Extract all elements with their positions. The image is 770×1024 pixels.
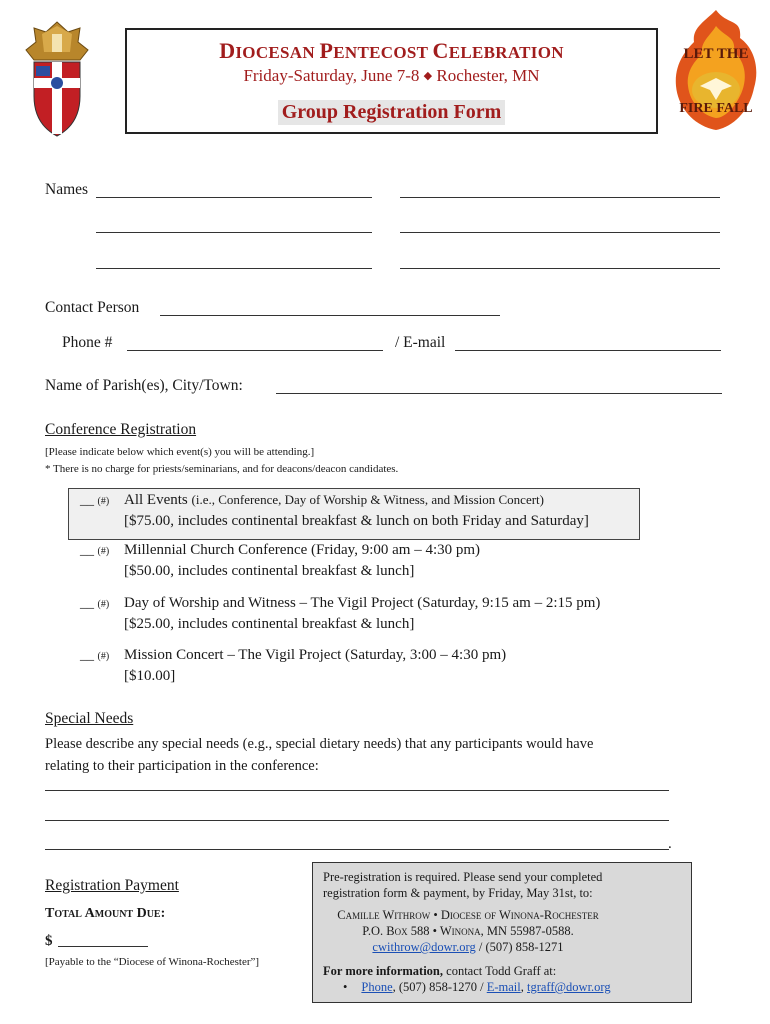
let-the-fire-fall-logo bbox=[670, 8, 762, 133]
special-needs-line-2[interactable] bbox=[45, 820, 669, 821]
form-title: Group Registration Form bbox=[278, 100, 506, 125]
info-contact-1: cwithrow@dowr.org / (507) 858-1271 bbox=[372, 940, 564, 954]
total-amount-due-label: Total Amount Due: bbox=[45, 906, 166, 921]
event-4-checkbox[interactable]: __ (#) bbox=[80, 648, 110, 663]
payable-note: [Payable to the “Diocese of Winona-Rochester”] bbox=[45, 956, 260, 968]
event-4-title: Mission Concert – The Vigil Project (Saturday, 3:00 – 4:30 pm) bbox=[124, 647, 507, 663]
event-subtitle: Friday-Saturday, June 7-8 ◆ Rochester, MN bbox=[243, 66, 540, 85]
special-needs-line-3[interactable] bbox=[45, 849, 669, 850]
names-label: Names bbox=[45, 181, 89, 198]
info-address-1: Camille Withrow • Diocese of Winona-Rochester bbox=[337, 908, 599, 922]
event-2-checkbox[interactable]: __ (#) bbox=[80, 543, 110, 558]
special-needs-text-2: relating to their participation in the conference: bbox=[45, 758, 319, 774]
parish-field[interactable] bbox=[276, 393, 722, 394]
event-3-title: Day of Worship and Witness – The Vigil Project (Saturday, 9:15 am – 2:15 pm) bbox=[124, 595, 601, 611]
email-field[interactable] bbox=[455, 350, 721, 351]
phone-label: Phone # bbox=[62, 334, 113, 351]
event-2-title: Millennial Church Conference (Friday, 9:00 am – 4:30 pm) bbox=[124, 542, 481, 558]
name-field-2[interactable] bbox=[400, 197, 720, 198]
conference-note-1: [Please indicate below which event(s) you will be attending.] bbox=[45, 446, 315, 458]
diocese-crest-logo bbox=[22, 20, 92, 138]
total-amount-field[interactable] bbox=[58, 946, 148, 947]
event-1-title: All Events (i.e., Conference, Day of Worship & Witness, and Mission Concert) bbox=[124, 492, 544, 508]
logo-text-bottom: FIRE FALL bbox=[679, 101, 753, 116]
page-title: DIOCESAN PENTECOST CELEBRATION bbox=[219, 38, 564, 63]
name-field-5[interactable] bbox=[96, 268, 372, 269]
name-field-3[interactable] bbox=[96, 232, 372, 233]
conference-note-2: * There is no charge for priests/seminarians, and for deacons/deacon candidates. bbox=[45, 463, 399, 475]
camille-email-link[interactable]: cwithrow@dowr.org bbox=[372, 940, 476, 954]
special-needs-heading: Special Needs bbox=[45, 710, 134, 727]
event-3-price: [$25.00, includes continental breakfast & lunch] bbox=[124, 616, 415, 632]
name-field-4[interactable] bbox=[400, 232, 720, 233]
conference-registration-heading: Conference Registration bbox=[45, 421, 197, 438]
event-1-checkbox[interactable]: __ (#) bbox=[80, 493, 110, 508]
logo-text-top: LET THE bbox=[683, 46, 749, 62]
info-line-1: Pre-registration is required. Please send your completed bbox=[323, 870, 603, 884]
special-needs-line-1[interactable] bbox=[45, 790, 669, 791]
name-field-6[interactable] bbox=[400, 268, 720, 269]
registration-payment-heading: Registration Payment bbox=[45, 877, 179, 894]
todd-email-link[interactable]: tgraff@dowr.org bbox=[527, 980, 611, 994]
special-needs-text-1: Please describe any special needs (e.g., special dietary needs) that any participants would have bbox=[45, 736, 594, 752]
phone-field[interactable] bbox=[127, 350, 383, 351]
info-more: For more information, contact Todd Graff at: bbox=[323, 964, 557, 978]
event-4-price: [$10.00] bbox=[124, 668, 176, 684]
parish-label: Name of Parish(es), City/Town: bbox=[45, 377, 243, 394]
name-field-1[interactable] bbox=[96, 197, 372, 198]
event-2-price: [$50.00, includes continental breakfast & lunch] bbox=[124, 563, 415, 579]
email-link[interactable]: E-mail bbox=[486, 980, 521, 994]
dollar-sign: $ bbox=[45, 933, 53, 949]
contact-person-label: Contact Person bbox=[45, 299, 140, 316]
email-label: / E-mail bbox=[395, 334, 446, 351]
info-todd-contact: • Phone, (507) 858-1270 / E-mail, tgraff@dowr.org bbox=[343, 980, 611, 994]
form-title-wrap bbox=[125, 100, 658, 125]
info-address-2: P.O. Box 588 • Winona, MN 55987-0588. bbox=[362, 924, 574, 938]
special-needs-end-period: . bbox=[668, 836, 672, 852]
info-line-2: registration form & payment, by Friday, May 31st, to: bbox=[323, 886, 593, 900]
contact-person-field[interactable] bbox=[160, 315, 500, 316]
event-3-checkbox[interactable]: __ (#) bbox=[80, 596, 110, 611]
event-1-price: [$75.00, includes continental breakfast & lunch on both Friday and Saturday] bbox=[124, 513, 589, 529]
phone-link[interactable]: Phone bbox=[361, 980, 393, 994]
pre-registration-info-box bbox=[312, 862, 692, 1003]
